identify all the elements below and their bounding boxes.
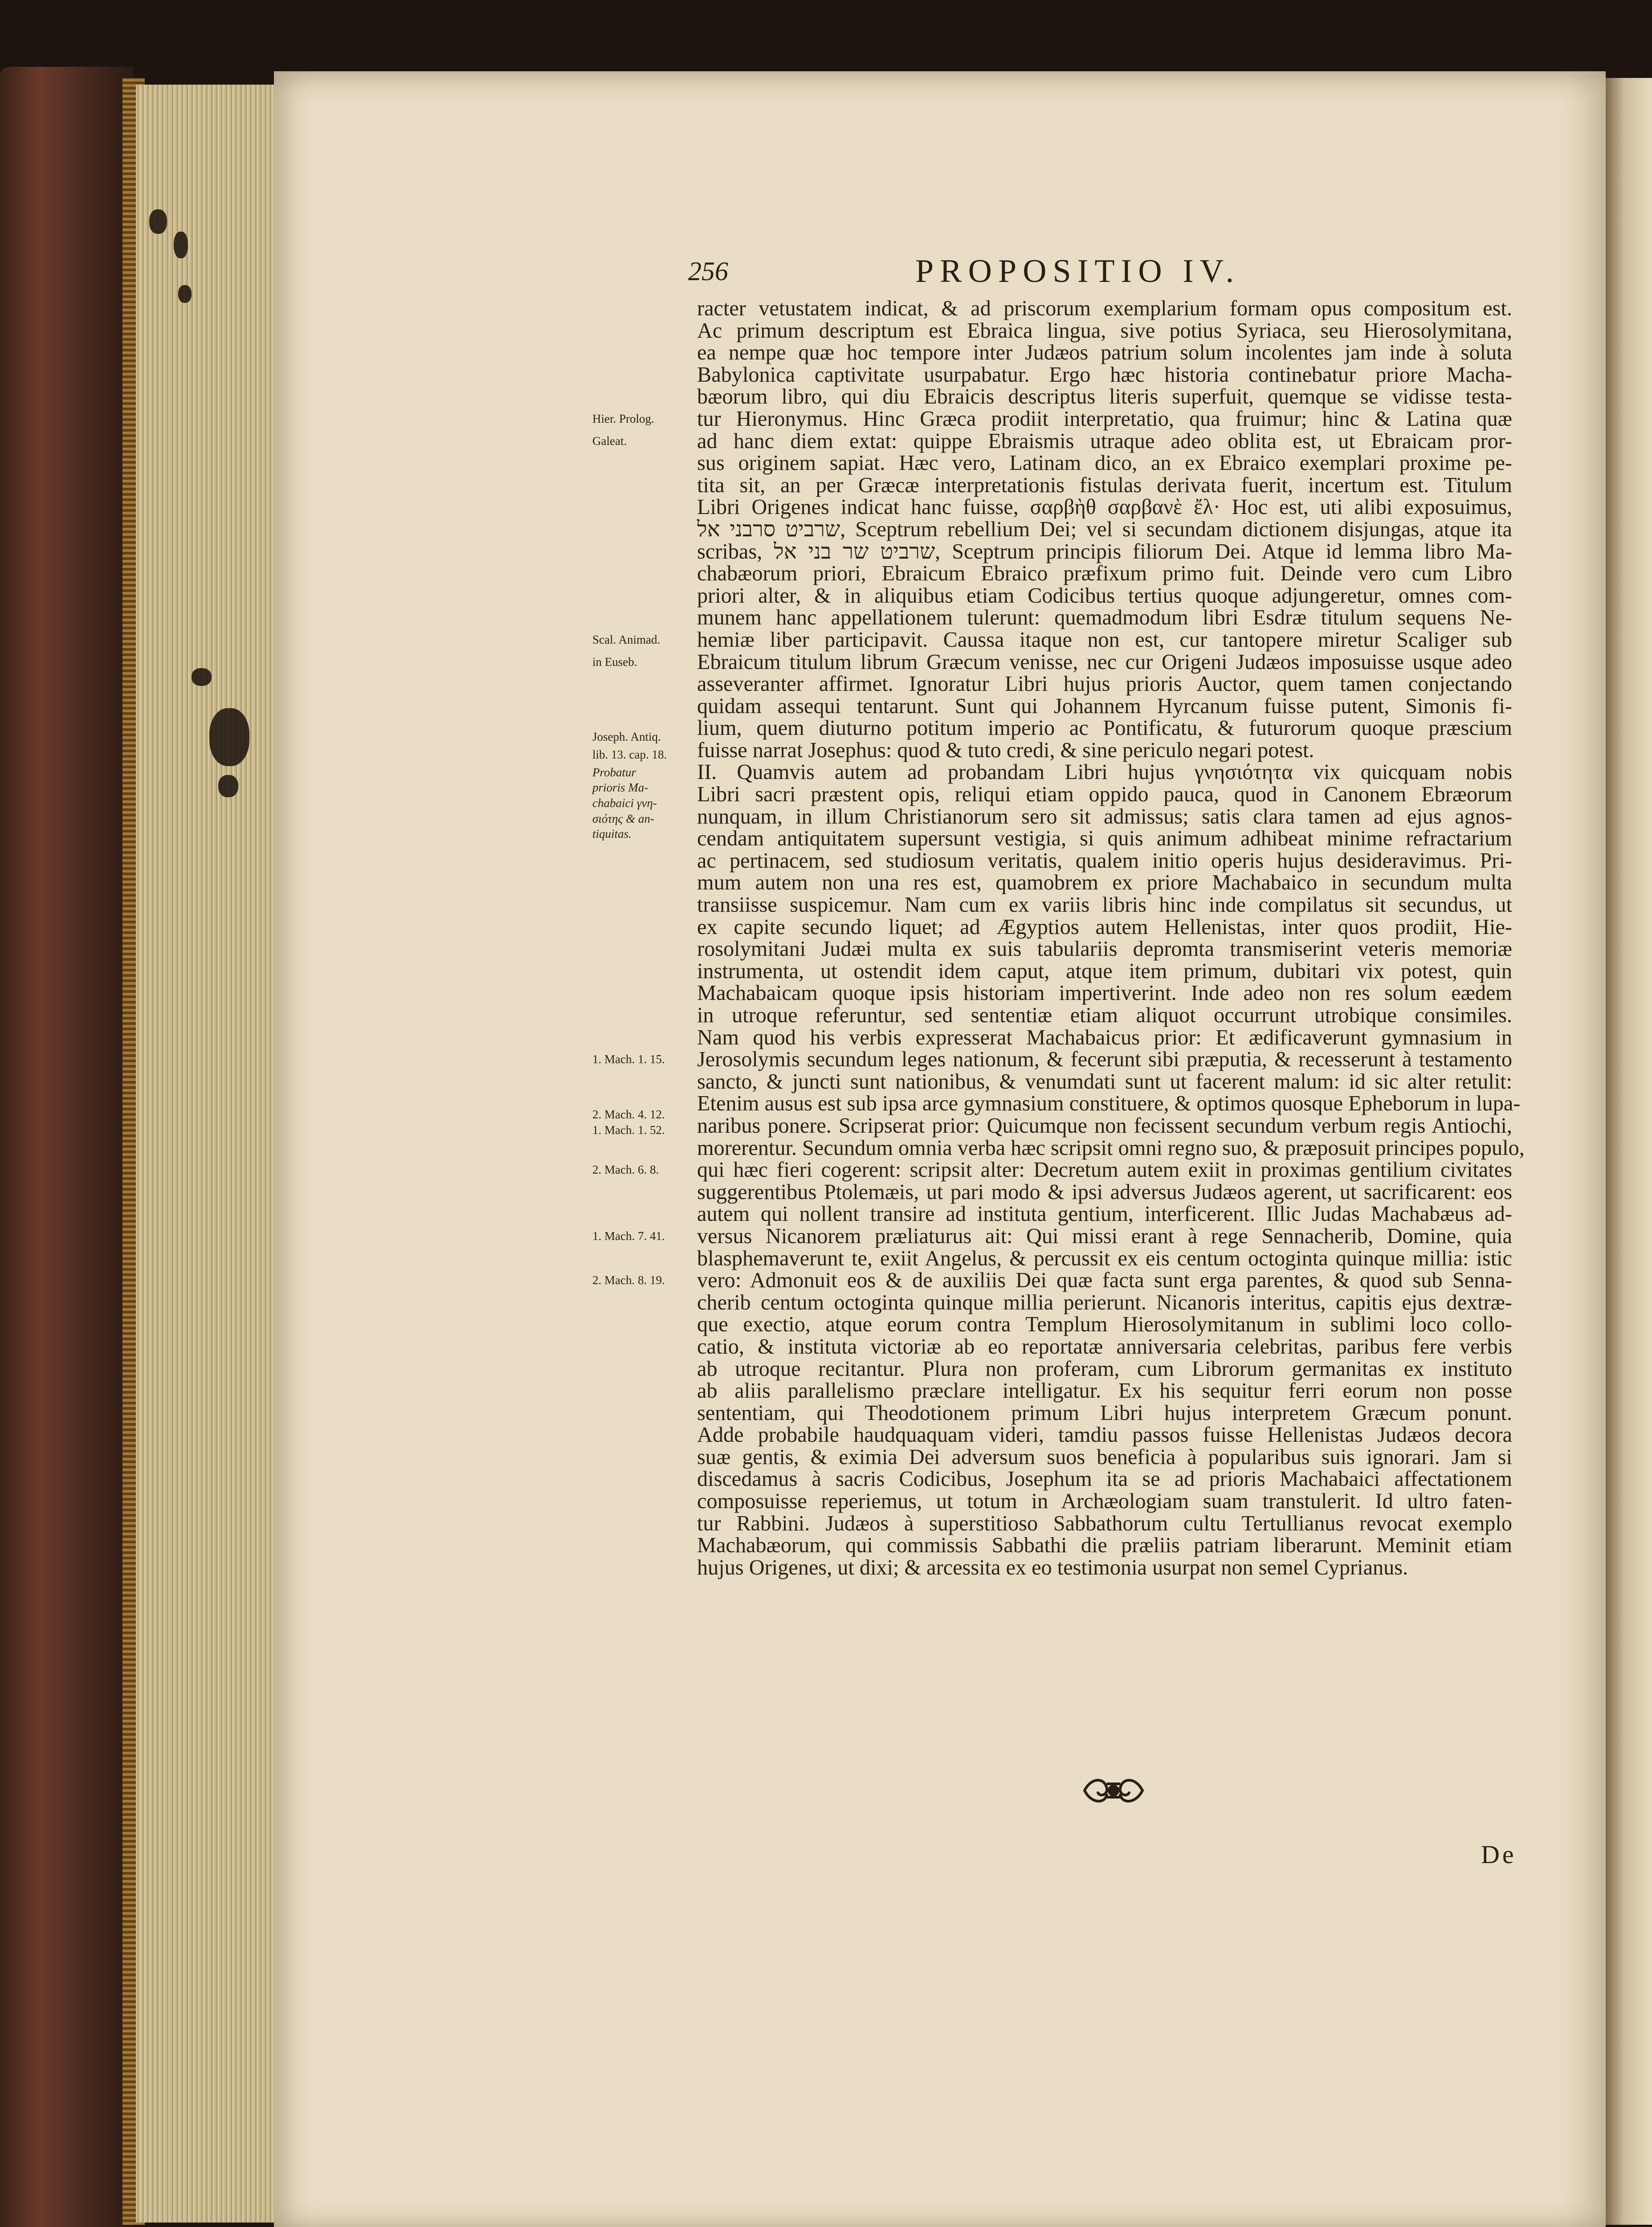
text-line: nunquam, in illum Christianorum sero sit admissus; satis clara tamen ad ejus agnos-	[697, 804, 1512, 828]
text-line: rosolymitani Judæi multa ex suis tabulariis depromta transmiserint veteris memoriæ	[697, 937, 1512, 961]
text-line: in utroque referuntur, sed sententiæ etiam aliquot occurrunt utrobique consimiles.	[697, 1003, 1512, 1027]
margin-note: σιότης & an-	[592, 812, 654, 825]
fleuron-ornament	[1080, 1775, 1147, 1806]
margin-note: Hier. Prolog.	[592, 412, 654, 425]
ink-stain	[149, 209, 167, 234]
text-line: bæorum libro, qui diu Ebraicis descriptus literis superfuit, quemque se vidisse testa-	[697, 385, 1512, 409]
page-title: PROPOSITIO IV.	[915, 253, 1240, 290]
text-line: ab aliis parallelismo præclare intelligatur. Ex his sequitur ferri eorum non posse	[697, 1379, 1512, 1403]
running-head	[688, 253, 1323, 292]
text-line: autem qui nollent transire ad instituta gentium, interficerent. Illic Judas Machabæus ad-	[697, 1202, 1512, 1226]
text-line: sus originem sapiat. Hæc vero, Latinam dico, an ex Ebraico exemplari proxime pe-	[697, 451, 1512, 475]
text-line: Ac primum descriptum est Ebraica lingua, sive potius Syriaca, seu Hierosolymitana,	[697, 318, 1512, 343]
margin-note: Joseph. Antiq.	[592, 730, 661, 744]
margin-note: Scal. Animad.	[592, 633, 661, 646]
text-line: hujus Origenes, ut dixi; & arcessita ex eo testimonia usurpat non semel Cyprianus.	[697, 1555, 1408, 1579]
margin-note: Galeat.	[592, 434, 627, 448]
text-line: cendam antiquitatem supersunt vestigia, si quis animum adhibeat minime refractarium	[697, 827, 1512, 851]
text-line: שרביט סרבני אל, Sceptrum rebellium Dei; vel si secundam dictionem disjungas, atque ita	[697, 517, 1512, 541]
text-line: Ebraicum titulum librum Græcum venisse, nec cur Origeni Judæos imposuisse usque adeo	[697, 650, 1512, 674]
text-line: blasphemaverunt te, exiit Angelus, & percussit ex eis centum octoginta quinque millia: istic	[697, 1246, 1512, 1270]
margin-note: 2. Mach. 4. 12.	[592, 1108, 665, 1122]
text-line: qui hæc fieri cogerent: scripsit alter: Decretum autem exiit in proximas gentilium civitates	[697, 1158, 1512, 1182]
text-line: Nam quod his verbis expresserat Machabaicus prior: Et ædificaverunt gymnasium in	[697, 1025, 1512, 1049]
text-line: transiisse suspicemur. Nam cum ex variis libris hinc inde compilatus sit secundus, ut	[697, 893, 1512, 917]
text-line: composuisse reperiemus, ut totum in Archæologiam suam transtulerit. Id ultro faten-	[697, 1489, 1512, 1513]
text-line: suggerentibus Ptolemæis, ut pari modo & ipsi adversus Judæos agerent, ut sacrificarent: eos	[697, 1180, 1512, 1204]
page-number: 256	[688, 257, 728, 286]
text-line: vero: Admonuit eos & de auxiliis Dei quæ facta sunt erga parentes, & quod sub Senna-	[697, 1268, 1512, 1293]
text-line: catio, & instituta victoriæ ab eo reportatæ anniversaria celebritas, paribus fere verbis	[697, 1334, 1512, 1358]
text-line: scribas, שרביט שר בני אל, Sceptrum principis filiorum Dei. Atque id lemma libro Ma-	[697, 539, 1512, 563]
page-edges	[136, 85, 278, 2223]
text-line: discedamus à sacris Codicibus, Josephum ita se ad prioris Machabaici affectationem	[697, 1467, 1512, 1491]
margin-note: 1. Mach. 1. 15.	[592, 1052, 665, 1066]
text-line: Libri Origenes indicat hanc fuisse, σαρβὴθ σαρβανὲ ἔλ· Hoc est, uti alibi exposuimus,	[697, 495, 1512, 519]
margin-note: 1. Mach. 7. 41.	[592, 1229, 665, 1243]
text-line: fuisse narrat Josephus: quod & tuto credi, & sine periculo negari potest.	[697, 738, 1314, 762]
catchword: De	[1481, 1840, 1517, 1869]
text-line: instrumenta, ut ostendit idem caput, atque item primum, dubitari vix potest, quin	[697, 959, 1512, 983]
margin-note: in Euseb.	[592, 655, 637, 669]
text-line: cherib centum octoginta quinque millia perierunt. Nicanoris interitus, capitis ejus dextræ-	[697, 1290, 1512, 1314]
text-line: tur Rabbini. Judæos à superstitioso Sabbathorum cultu Tertullianus revocat exemplo	[697, 1511, 1512, 1535]
text-line: II. Quamvis autem ad probandam Libri hujus γνησιότητα vix quicquam nobis	[697, 760, 1512, 784]
text-line: ex capite secundo liquet; ad Ægyptios autem Hellenistas, inter quos prodiit, Hie-	[697, 915, 1512, 939]
text-line: Babylonica captivitate usurpabatur. Ergo hæc historia continebatur priore Macha-	[697, 363, 1512, 387]
margin-note: chabaici γνη-	[592, 796, 657, 810]
text-line: ac pertinacem, sed studiosum veritatis, qualem initio operis hujus desideravimus. Pri-	[697, 848, 1512, 873]
text-line: tita sit, an per Græcæ interpretationis fistulas derivata fuerit, incertum est. Titulum	[697, 473, 1512, 497]
text-line: hemiæ liber participavit. Caussa itaque non est, cur tantopere miretur Scaliger sub	[697, 628, 1512, 652]
text-line: ea nempe quæ hoc tempore inter Judæos patrium solum incolentes jam inde à soluta	[697, 341, 1512, 365]
margin-note: 1. Mach. 1. 52.	[592, 1123, 665, 1137]
text-line: racter vetustatem indicat, & ad priscorum exemplarium formam opus compositum est.	[697, 297, 1512, 320]
text-line: priori alter, & in aliquibus etiam Codicibus tertius quoque adjungeretur, omnes com-	[697, 583, 1512, 608]
text-line: asseveranter affirmet. Ignoratur Libri hujus prioris Auctor, quem tamen conjectando	[697, 672, 1512, 696]
margin-note: 2. Mach. 6. 8.	[592, 1163, 659, 1177]
text-line: Machabæorum, qui commissis Sabbathi die præliis patriam liberarunt. Meminit etiam	[697, 1534, 1512, 1558]
text-line: mum autem non una res est, quamobrem ex priore Machabaico in secundum multa	[697, 871, 1512, 895]
margin-note: lib. 13. cap. 18.	[592, 747, 667, 761]
text-line: suæ gentis, & eximia Dei adversum suos beneficia à popularibus suis ignorari. Jam si	[697, 1445, 1512, 1469]
ink-stain	[209, 708, 249, 766]
text-line: munem hanc appellationem tulerunt: quemadmodum libri Esdræ titulum sequens Ne-	[697, 606, 1512, 630]
text-line: Libri sacri præstent opis, reliqui etiam oppido pauca, quod in Canonem Ebræorum	[697, 783, 1512, 807]
ink-stain	[218, 775, 238, 797]
margin-note: tiquitas.	[592, 827, 632, 841]
margin-note: Probatur	[592, 765, 636, 779]
book-cover-left	[0, 67, 134, 2227]
text-line: Adde probabile haudquaquam videri, tamdiu passos fuisse Hellenistas Judæos decora	[697, 1423, 1512, 1447]
text-line: naribus ponere. Scripserat prior: Quicumque non fecissent secundum verbum regis Antiochi,	[697, 1114, 1512, 1138]
text-line: Etenim ausus est sub ipsa arce gymnasium constituere, & optimos quosque Epheborum in lupa-	[697, 1092, 1521, 1116]
text-line: Machabaicam quoque ipsis historiam impertiverint. Inde adeo non res solum eædem	[697, 981, 1512, 1005]
text-line: ad hanc diem extat: quippe Ebraismis utraque adeo oblita est, ut Ebraicam pror-	[697, 429, 1512, 453]
text-line: versus Nicanorem præliaturus ait: Qui missi erant à rege Sennacherib, Domine, quia	[697, 1224, 1512, 1248]
text-line: lium, quem diuturno potitum imperio ac Pontificatu, & futurorum quoque præscium	[697, 716, 1512, 740]
text-line: sententiam, qui Theodotionem primum Libri hujus interpretem Græcum ponunt.	[697, 1401, 1512, 1425]
text-line: tur Hieronymus. Hinc Græca prodiit interpretatio, qua fruimur; hinc & Latina quæ	[697, 407, 1512, 431]
body-text	[697, 297, 1525, 1579]
facing-page-edge	[1601, 78, 1652, 2225]
margin-note: prioris Ma-	[592, 781, 649, 795]
ink-stain	[178, 285, 192, 303]
text-line: morerentur. Secundum omnia verba hæc scripsit omni regno suo, & præposuit principes populo,	[697, 1136, 1525, 1160]
ink-stain	[192, 668, 212, 686]
ink-stain	[174, 232, 188, 258]
text-line: ab utroque recitantur. Plura non proferam, cum Librorum germanitas ex instituto	[697, 1357, 1512, 1381]
text-line: que exectio, atque eorum contra Templum Hierosolymitanum in sublimi loco collo-	[697, 1313, 1512, 1337]
margin-note: 2. Mach. 8. 19.	[592, 1273, 665, 1287]
text-line: quidam assequi tentarunt. Sunt qui Johannem Hyrcanum fuisse putent, Simonis fi-	[697, 694, 1512, 718]
text-line: chabæorum priori, Ebraicum Ebraico præfixum primo fuit. Deinde vero cum Libro	[697, 562, 1512, 586]
text-line: Jerosolymis secundum leges nationum, & fecerunt sibi præputia, & recesserunt à testamento	[697, 1048, 1512, 1072]
text-line: sancto, & juncti sunt nationibus, & venumdati sunt ut facerent malum: id sic alter retulit:	[697, 1069, 1512, 1093]
